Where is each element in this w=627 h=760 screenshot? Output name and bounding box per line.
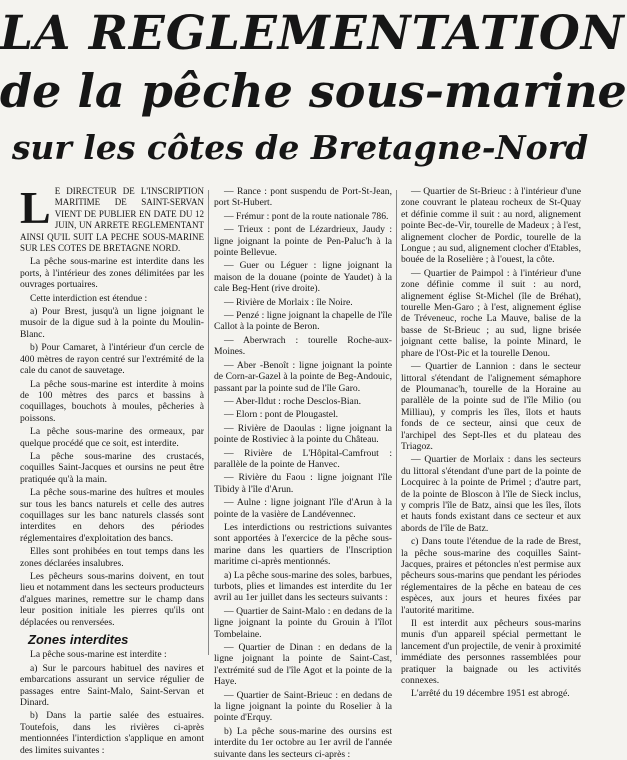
paragraph: Les pêcheurs sous-marins doivent, en tout lieu et notamment dans les secteurs producteurs d'algues marines, remettre sur le champ dans leur position initiale les pierres qu'ils ont déplacées ou renversées. (20, 571, 204, 628)
article-column-2 (214, 186, 392, 760)
paragraph: — Rivière de Morlaix : île Noire. (224, 296, 353, 308)
paragraph: — Quartier de Dinan : en dedans de la ligne joignant la pointe de Saint-Cast, l'extrémité sud de l'île Agot et la pointe de la Haye. (214, 642, 392, 688)
paragraph: La pêche sous-marine des ormeaux, par quelque procédé que ce soit, est interdite. (20, 426, 204, 449)
paragraph: La pêche sous-marine des crustacés, coquilles Saint-Jacques et oursins ne peut être pratiquée qu'à la main. (20, 450, 204, 485)
paragraph: b) Dans la partie salée des estuaires. Toutefois, dans les rivières ci-après mentionnées l'interdiction s'applique en amont des limites suivantes : (20, 710, 204, 756)
paragraph: — Quartier de Lannion : dans le secteur littoral s'étendant de l'alignement sémaphore de Ploumanac'h, tourelle de la Horaine au parallèle de la pointe sud de l'île Milio (ou Milliau), y compris les îles, îlots et hauts fonds de ce secteur, ainsi que ceux de l'archipel des Sept-Iles et du plateau des Triagoz. (401, 361, 581, 452)
paragraph: a) Sur le parcours habituel des navires et embarcations assurant un service régulier de passages entre Saint-Malo, Saint-Servan et Dinard. (20, 662, 204, 709)
column-rule (396, 190, 397, 655)
paragraph: La pêche sous-marine des huîtres et moules sur tous les bancs naturels et celle des autres coquillages sur les banc naturels classés sont interdites en dehors des périodes réglementaires d'exploitation des bancs. (20, 487, 204, 544)
paragraph: Cette interdiction est étendue : (30, 292, 148, 304)
paragraph: — Aber-Ildut : roche Desclos-Bian. (224, 395, 362, 407)
drop-cap: L (20, 182, 51, 233)
paragraph: — Penzé : ligne joignant la chapelle de l'île Callot à la pointe de Beron. (214, 310, 392, 333)
paragraph: — Elorn : pont de Plougastel. (224, 409, 339, 421)
paragraph: — Trieux : pont de Lézardrieux, Jaudy : ligne joignant la pointe de Pen-Paluc'h à la pointe Bellevue. (214, 224, 392, 259)
headline-line-2: de la pêche sous-marine (0, 64, 627, 118)
paragraph: — Frémur : pont de la route nationale 786. (224, 210, 389, 222)
article-column-1 (20, 182, 204, 756)
paragraph: — Quartier de Saint-Brieuc : en dedans de la ligne joignant la pointe du Roselier à la pointe d'Erquy. (214, 689, 392, 724)
paragraph: La pêche sous-marine est interdite à moins de 100 mètres des parcs et bassins à coquillages, bouchots à moules, pêcheries à poissons. (20, 378, 204, 424)
paragraph: — Guer ou Léguer : ligne joignant la maison de la douane (pointe de Yaudet) à la cale Beg-Hent (rive droite). (214, 260, 392, 295)
paragraph: — Quartier de Paimpol : à l'intérieur d'une zone définie comme il suit : au nord, alignement église St-Michel (île de Bréhat), tourelle Men-Garo ; à l'est, alignement église de Tréveneuc, roche La Mauve, balise de la basse de St-Brieuc ; au sud, ligne brisée joignant cette balise, la pointe Minard, le phare de l'Ost-Pic et la tourelle Denou. (401, 267, 581, 359)
paragraph: Il est interdit aux pêcheurs sous-marins munis d'un appareil spécial permettant le lancement d'un projectile, de venir à proximité immédiate des personnes rassemblées pour pratiquer la baignade ou les activités connexes. (401, 618, 581, 687)
headline-line-3: sur les côtes de Bretagne-Nord (11, 128, 589, 167)
headline-line-1: LA REGLEMENTATION (0, 6, 625, 61)
paragraph: — Rivière de L'Hôpital-Camfrout : parallèle de la pointe de Hanvec. (214, 447, 392, 470)
paragraph: L'arrêté du 19 décembre 1951 est abrogé. (411, 688, 570, 700)
paragraph: Les interdictions ou restrictions suivantes sont apportées à l'exercice de la pêche sous-marine dans les quartiers de l'Inscription maritime ci-après mentionnés. (214, 521, 392, 568)
article-column-3 (401, 186, 581, 700)
paragraph: c) Dans toute l'étendue de la rade de Brest, la pêche sous-marine des coquilles Saint-Jacques, praires et pétoncles n'est permise aux pêcheurs sous-marins que pendant les périodes réglementaires de la pêche en bateau de ces espèces, aux jours et heures fixées par l'autorité maritime. (401, 536, 581, 616)
paragraph: — Aulne : ligne joignant l'île d'Arun à la pointe de la vasière de Landévennec. (214, 497, 392, 520)
paragraph: — Rivière de Daoulas : ligne joignant la pointe de Rostiviec à la pointe du Château. (214, 422, 392, 446)
paragraph: b) La pêche sous-marine des oursins est interdite du 1er octobre au 1er avril de l'année suivante dans les secteurs ci-après : (214, 725, 392, 760)
paragraph: Elles sont prohibées en tout temps dans les zones déclarées insalubres. (20, 546, 204, 569)
paragraph: a) Pour Brest, jusqu'à un ligne joignant le musoir de la digue sud à la pointe du Moulin-Blanc. (20, 306, 204, 340)
paragraph: — Quartier de Saint-Malo : en dedans de la ligne joignant la pointe du Grouin à l'îlot Tombelaine. (214, 605, 392, 640)
paragraph: — Rance : pont suspendu de Port-St-Jean, port St-Hubert. (214, 186, 392, 209)
paragraph: a) La pêche sous-marine des soles, barbues, turbots, plies et limandes est interdite du 1er avril au 1er juillet dans les secteurs suivants : (214, 569, 392, 604)
subheading: Zones interdites (28, 632, 129, 648)
lead-paragraph (20, 182, 204, 254)
column-rule (208, 190, 209, 655)
paragraph: — Rivière du Faou : ligne joignant l'île Tibidy à l'île d'Arun. (214, 472, 392, 495)
paragraph: — Aberwrach : tourelle Roche-aux-Moines. (214, 334, 392, 358)
paragraph: — Quartier de St-Brieuc : à l'intérieur d'une zone couvrant le plateau rocheux de St-Quay et définie comme il suit : au nord, alignement pointe Bec-de-Vir, tourelle de Madeux ; à l'est, alignement clocher de Pordic, tourelle de la Longue ; au sud, alignement clocher d'Etables, bouée de la Roselière ; à l'ouest, la côte. (401, 186, 581, 266)
lead-text: E DIRECTEUR DE L'INSCRIPTION MARITIME DE SAINT-SERVAN VIENT DE PUBLIER EN DATE DU 12 JUIN, UN ARRETE REGLEMENTANT AINSI QU'IL SUIT LA PECHE SOUS-MARINE SUR LES COTES DE BRETAGNE NORD. (20, 186, 204, 254)
paragraph: b) Pour Camaret, à l'intérieur d'un cercle de 400 mètres de rayon centré sur l'extrémité de la cale du canot de sauvetage. (20, 342, 204, 377)
paragraph: — Quartier de Morlaix : dans les secteurs du littoral s'étendant d'une part de la pointe de Locquirec à la pointe de Primel ; d'autre part, de la pointe de Bloscon à l'île de Sieck inclus, y compris l'île de Batz, ainsi que les îles, îlots et hauts fonds existant dans ce secteur et aux abords de l'île de Batz. (401, 454, 581, 534)
paragraph: La pêche sous-marine est interdite dans les ports, à l'intérieur des zones délimitées par les ouvrages portuaires. (20, 256, 204, 291)
paragraph: — Aber -Benoît : ligne joignant la pointe de Corn-ar-Gazel à la pointe de Beg-Andouic, passant par la pointe sud de l'île Garo. (214, 359, 392, 394)
paragraph: La pêche sous-marine est interdite : (30, 649, 167, 661)
